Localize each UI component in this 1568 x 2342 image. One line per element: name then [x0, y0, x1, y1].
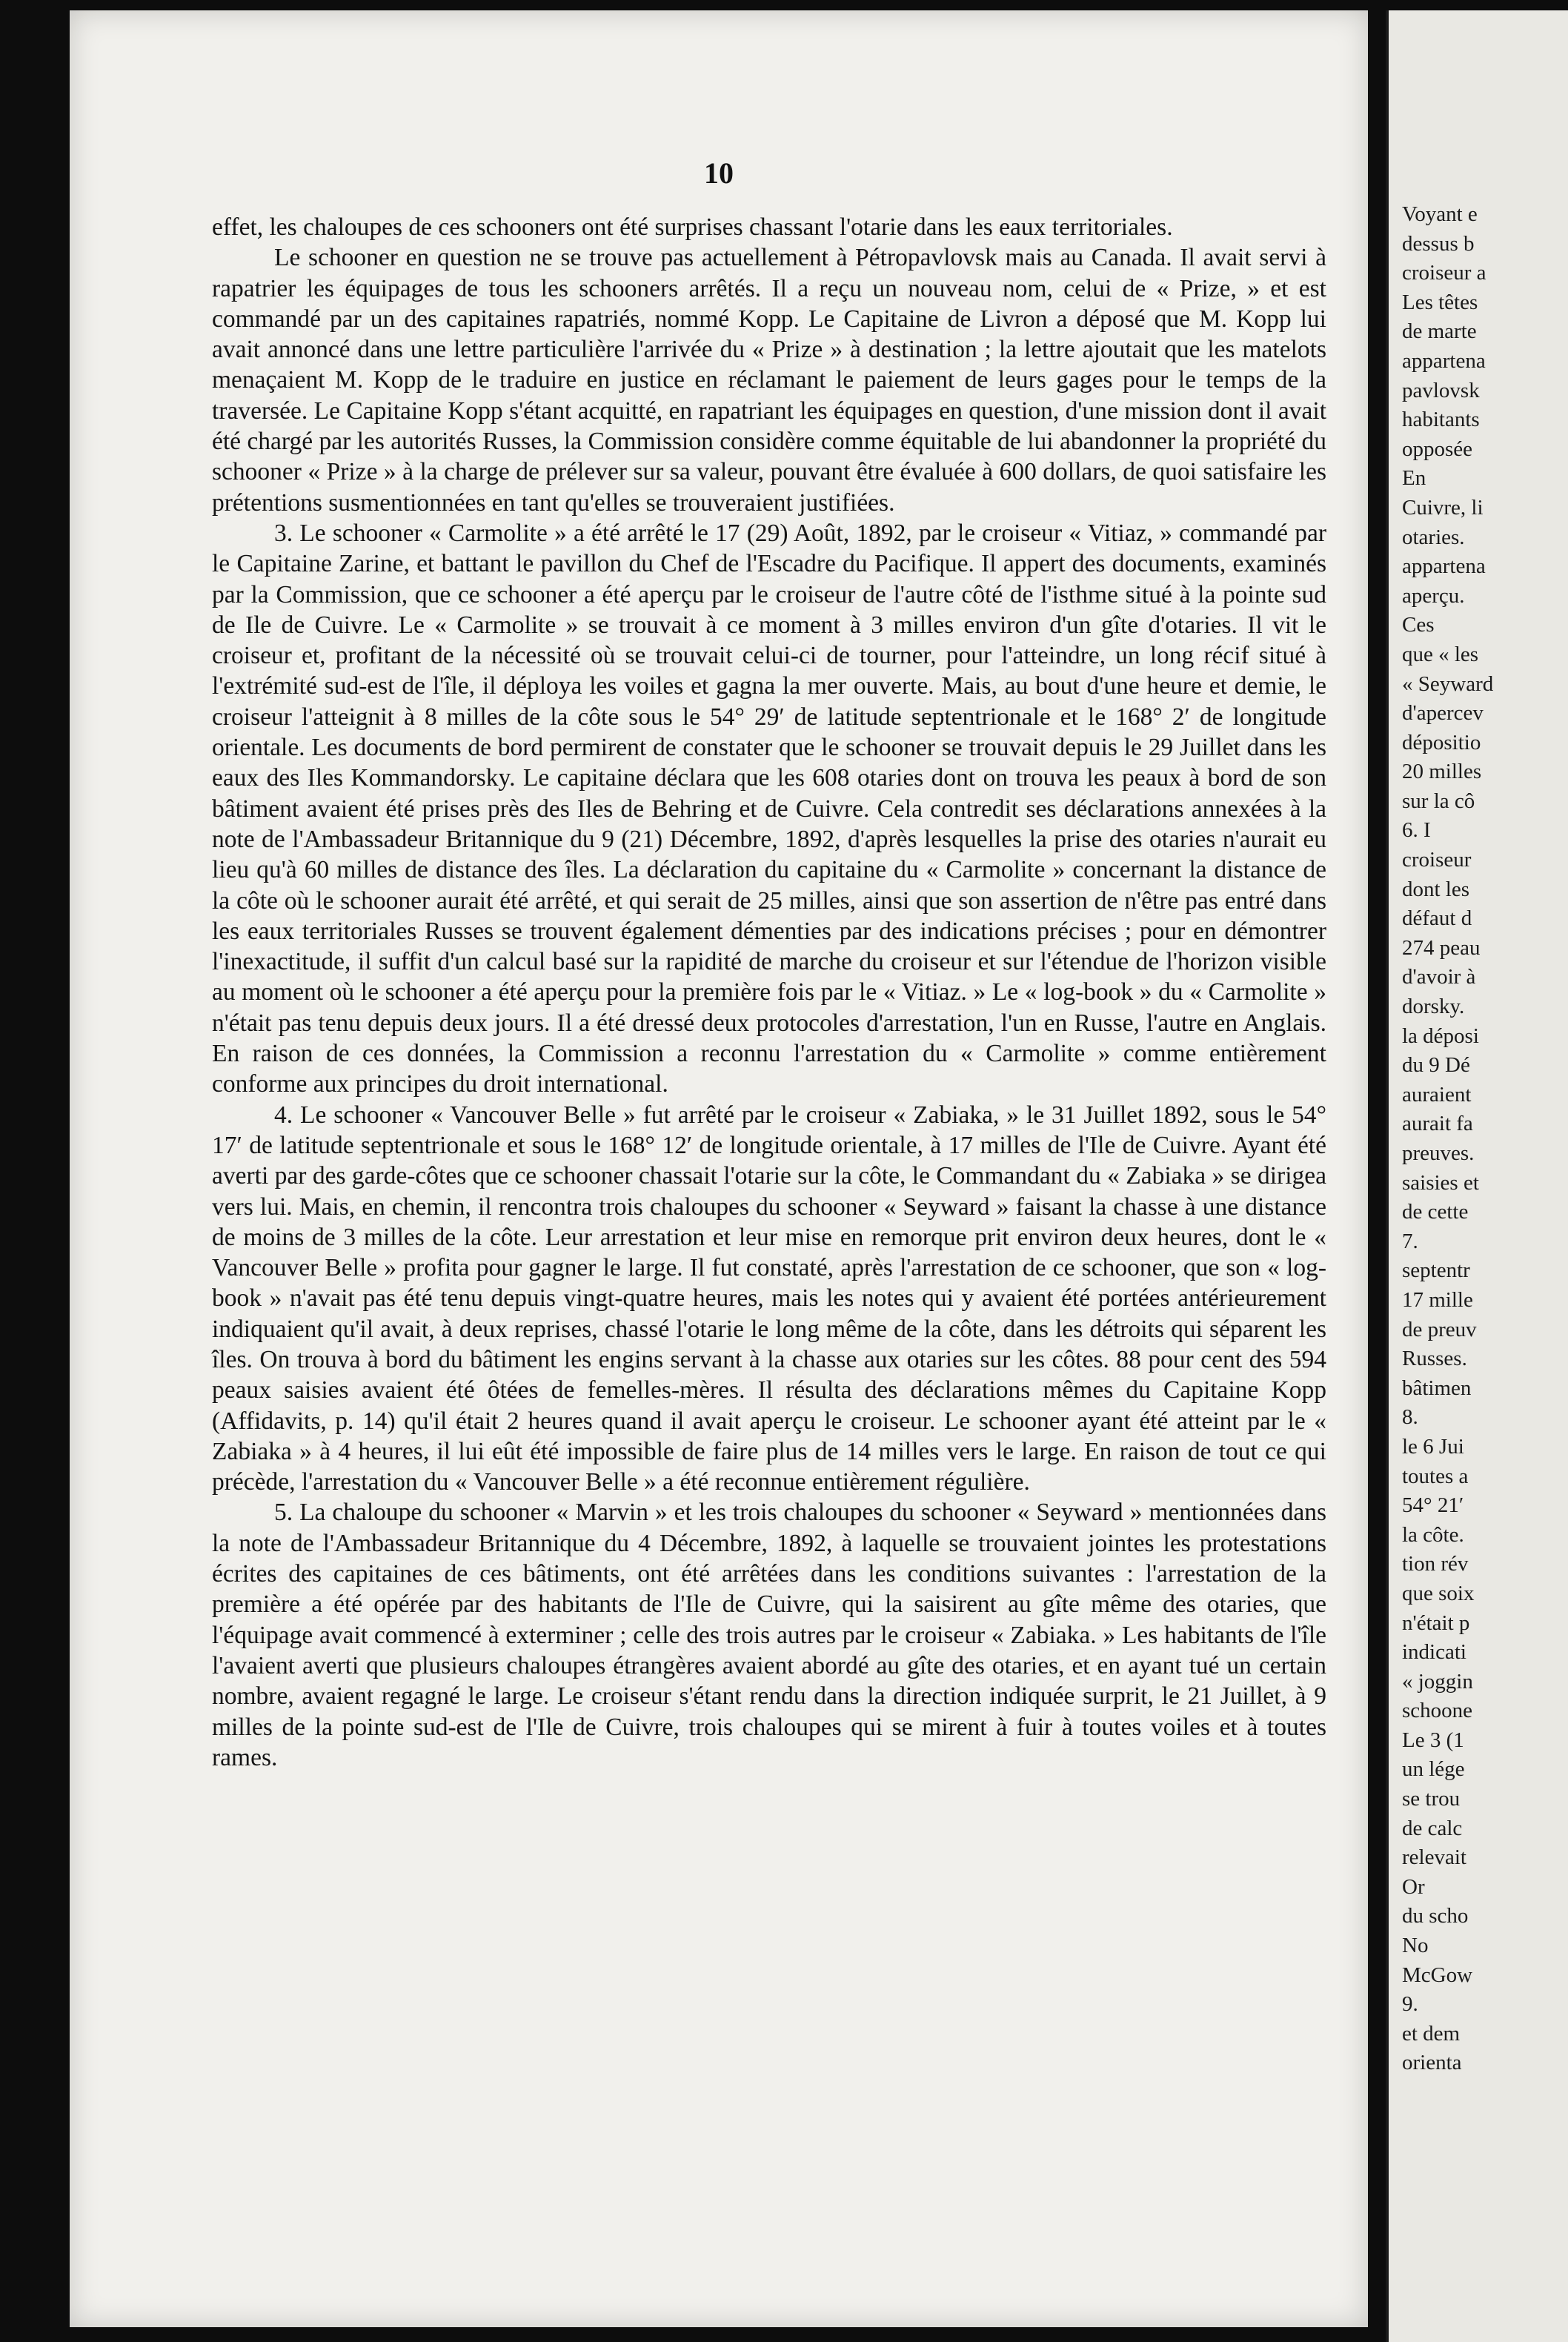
adjacent-page-line: 7. [1402, 1229, 1418, 1253]
adjacent-page-line: relevait [1402, 1845, 1466, 1870]
adjacent-page-line: d'avoir à [1402, 965, 1476, 989]
adjacent-page-line: tion rév [1402, 1552, 1469, 1576]
adjacent-page-line: aurait fa [1402, 1112, 1473, 1136]
adjacent-page-line: Ces [1402, 613, 1435, 637]
adjacent-page-line: Les têtes [1402, 290, 1478, 314]
adjacent-page-line: de marte [1402, 319, 1477, 344]
adjacent-page-line: Voyant e [1402, 202, 1478, 226]
body-text [212, 212, 1326, 1773]
adjacent-page-line: McGow [1402, 1963, 1473, 1987]
adjacent-page-line: saisies et [1402, 1170, 1479, 1195]
adjacent-page-line: le 6 Jui [1402, 1434, 1464, 1459]
adjacent-page-line: dépositio [1402, 730, 1481, 754]
adjacent-page-line: 8. [1402, 1405, 1418, 1430]
adjacent-page-line: dorsky. [1402, 995, 1465, 1019]
adjacent-page-line: habitants [1402, 408, 1480, 432]
adjacent-page-line: toutes a [1402, 1464, 1469, 1488]
adjacent-page-line: sur la cô [1402, 789, 1475, 813]
adjacent-page-line: preuves. [1402, 1141, 1475, 1165]
adjacent-page-line: 54° 21′ [1402, 1493, 1464, 1518]
adjacent-page-line: « Seyward [1402, 671, 1494, 696]
paragraph-carmolite: 3. Le schooner « Carmolite » a été arrêté le 17 (29) Août, 1892, par le croiseur « Vitiaz, » commandé par le Capitaine Zarine, et battant le pavillon du Chef de l'Escadre du Pacifique. Il appert des documents, examinés par la Commission, que ce schooner a été aperçu par le croiseur de l'autre côté de l'isthme situé à la pointe sud de Ile de Cuivre. Le « Carmolite » se trouvait à ce moment à 3 milles environ d'un gîte d'otaries. Il vit le croiseur et, profitant de la nécessité où se trouvait celui-ci de tourner, pour l'atteindre, un long récif situé à l'extrémité sud-est de l'île, il déploya les voiles et gagna la mer ouverte. Mais, au bout d'une heure et demie, le croiseur l'atteignit à 8 milles de la côte sous le 54° 29′ de latitude septentrionale et le 168° 2′ de longitude orientale. Les documents de bord permirent de constater que le schooner se trouvait depuis le 29 Juillet dans les eaux des Iles Kommandorsky. Le capitaine déclara que les 608 otaries dont on trouva les peaux à bord de son bâtiment avaient été prises près des Iles de Behring et de Cuivre. Cela contredit ses déclarations annexées à la note de l'Ambassadeur Britannique du 9 (21) Décembre, 1892, d'après lesquelles la prise des otaries n'aurait eu lieu qu'à 60 milles de distance des îles. La déclaration du capitaine du « Carmolite » concernant la distance de la côte où le schooner aurait été arrêté, et qui serait de 25 milles, ainsi que son assertion de n'être pas entré dans les eaux territoriales Russes se trouvent également démenties par des indications précises ; pour en démontrer l'inexactitude, il suffit d'un calcul basé sur la rapidité de marche du croiseur et sur l'étendue de l'horizon visible au moment où le schooner a été aperçu pour la première fois par le « Vitiaz. » Le « log-book » du « Carmolite » n'était pas tenu depuis deux jours. Il a été dressé deux protocoles d'arrestation, l'un en Russe, l'autre en Anglais. En raison de ces données, la Commission a reconnu l'arrestation du « Carmolite » comme entièrement conforme aux principes du droit international. [212, 519, 1326, 1098]
paragraph-intro: effet, les chaloupes de ces schooners ont été surprises chassant l'otarie dans les eaux territoriales. [212, 213, 1173, 241]
adjacent-page-line: la côte. [1402, 1522, 1464, 1547]
adjacent-page-text [1402, 200, 1493, 2078]
adjacent-page-line: défaut d [1402, 906, 1472, 931]
adjacent-page-line: Or [1402, 1874, 1425, 1899]
adjacent-page-line: pavlovsk [1402, 378, 1480, 402]
adjacent-page-line: et dem [1402, 2021, 1461, 2046]
adjacent-page-line: dont les [1402, 877, 1470, 901]
adjacent-page-line: de calc [1402, 1816, 1463, 1840]
adjacent-page-line: auraient [1402, 1082, 1472, 1107]
adjacent-page-line: 6. I [1402, 818, 1431, 843]
adjacent-page-line: Russes. [1402, 1347, 1467, 1371]
adjacent-page-line: Cuivre, li [1402, 495, 1484, 520]
paragraph-vancouver-belle: 4. Le schooner « Vancouver Belle » fut arrêté par le croiseur « Zabiaka, » le 31 Juillet 1892, sous le 54° 17′ de latitude septentrionale et sous le 168° 12′ de longitude orientale, à 17 milles de l'Ile de Cuivre. Ayant été averti par des garde-côtes que ce schooner chassait l'otarie sur la côte, le Commandant du « Zabiaka » se dirigea vers lui. Mais, en chemin, il rencontra trois chaloupes du schooner « Seyward » faisant la chasse à une distance de moins de 3 milles de la côte. Leur arrestation et leur mise en remorque prit environ deux heures, dont le « Vancouver Belle » profita pour gagner le large. Il fut constaté, après l'arrestation de ce schooner, que son « log-book » n'avait pas été tenu depuis vingt-quatre heures, mais les notes qui y avaient été portées antérieurement indiquaient qu'il avait, à deux reprises, chassé l'otarie le long même de la côte, dans les détroits qui séparent les îles. On trouva à bord du bâtiment les engins servant à la chasse aux otaries sur les côtes. 88 pour cent des 594 peaux saisies avaient été ôtées de femelles-mères. Il résulta des déclarations mêmes du Capitaine Kopp (Affidavits, p. 14) qu'il était 2 heures quand il avait aperçu le croiseur. Le schooner ayant été atteint par le « Zabiaka » à 4 heures, il lui eût été impossible de faire plus de 14 milles vers le large. En raison de tout ce qui précède, l'arrestation du « Vancouver Belle » a été reconnue entièrement régulière. [212, 1101, 1326, 1496]
adjacent-page-line: un légе [1402, 1757, 1465, 1782]
adjacent-page-line: appartena [1402, 554, 1486, 579]
adjacent-page-line: d'apercev [1402, 701, 1484, 726]
adjacent-page-line: que soix [1402, 1581, 1475, 1605]
adjacent-page-line: Le 3 (1 [1402, 1728, 1464, 1752]
adjacent-page-line: aperçu. [1402, 583, 1465, 608]
adjacent-page-line: du 9 Dé [1402, 1053, 1470, 1078]
adjacent-page-line: 20 milles [1402, 760, 1482, 784]
adjacent-page-line: schoone [1402, 1699, 1473, 1723]
adjacent-page-line: No [1402, 1934, 1429, 1958]
adjacent-page-line: croiseur a [1402, 261, 1486, 285]
adjacent-page-line: appartena [1402, 348, 1486, 373]
adjacent-page-line: opposée [1402, 437, 1473, 461]
adjacent-page-line: 9. [1402, 1992, 1418, 2017]
adjacent-page-line: « joggin [1402, 1669, 1473, 1694]
adjacent-page-line: 17 mille [1402, 1287, 1473, 1312]
paragraph-prize: Le schooner en question ne se trouve pas actuellement à Pétropavlovsk mais au Canada. Il avait servi à rapatrier les équipages de tous les schooners arrêtés. Il a reçu un nouveau nom, celui de « Prize, » et est commandé par un des capitaines rapatriés, nommé Kopp. Le Capitaine de Livron a déposé que M. Kopp lui avait annoncé dans une lettre particulière l'arrivée du « Prize » à destination ; la lettre ajoutait que les matelots menaçaient M. Kopp de le traduire en justice en réclamant le paiement de leurs gages pour le temps de la traversée. Le Capitaine Kopp s'étant acquitté, en rapatriant les équipages en question, d'une mission dont il avait été chargé par les autorités Russes, la Commission considère comme équitable de lui abandonner la propriété du schooner « Prize » à la charge de prélever sur sa valeur, pouvant être évaluée à 600 dollars, de quoi satisfaire les prétentions susmentionnées en tant qu'elles se trouveraient justifiées. [212, 244, 1326, 517]
adjacent-page-edge [1386, 10, 1568, 2342]
adjacent-page-line: bâtimen [1402, 1376, 1472, 1400]
adjacent-page-line: 274 peau [1402, 935, 1481, 960]
adjacent-page-line: de cette [1402, 1200, 1469, 1224]
adjacent-page-line: septentr [1402, 1258, 1470, 1283]
adjacent-page-line: du scho [1402, 1904, 1469, 1928]
adjacent-page-line: indicati [1402, 1640, 1466, 1665]
adjacent-page-line: la déposi [1402, 1024, 1479, 1048]
adjacent-page-line: dessus b [1402, 231, 1475, 256]
adjacent-page-line: de preuv [1402, 1317, 1477, 1341]
adjacent-page-line: se trou [1402, 1787, 1461, 1811]
adjacent-page-line: n'était p [1402, 1610, 1470, 1635]
adjacent-page-line: croiseur [1402, 848, 1472, 872]
adjacent-page-line: En [1402, 466, 1426, 491]
paragraph-marvin-seyward: 5. La chaloupe du schooner « Marvin » et les trois chaloupes du schooner « Seyward » mentionnées dans la note de l'Ambassadeur Britannique du 4 Décembre, 1892, à laquelle se trouvaient jointes les protestations écrites des capitaines de ces bâtiments, ont été arrêtées dans les conditions suivantes : l'arrestation de la première a été opérée par des habitants de l'Ile de Cuivre, qui la saisirent au gîte même des otaries, que l'équipage avait commencé à exterminer ; celle des trois autres par le croiseur « Zabiaka. » Les habitants de l'île l'avaient averti que plusieurs chaloupes étrangères avaient abordé au gîte des otaries, et en ayant tué un certain nombre, avaient regagné le large. Le croiseur s'étant rendu dans la direction indiquée surprit, le 21 Juillet, à 9 milles de la pointe sud-est de l'Ile de Cuivre, trois chaloupes qui se mirent à fuir à toutes voiles et à toutes rames. [212, 1499, 1326, 1771]
page-number: 10 [704, 156, 734, 190]
document-page [70, 10, 1368, 2327]
adjacent-page-line: que « les [1402, 642, 1479, 666]
adjacent-page-line: otaries. [1402, 525, 1465, 549]
adjacent-page-line: orienta [1402, 2051, 1462, 2075]
